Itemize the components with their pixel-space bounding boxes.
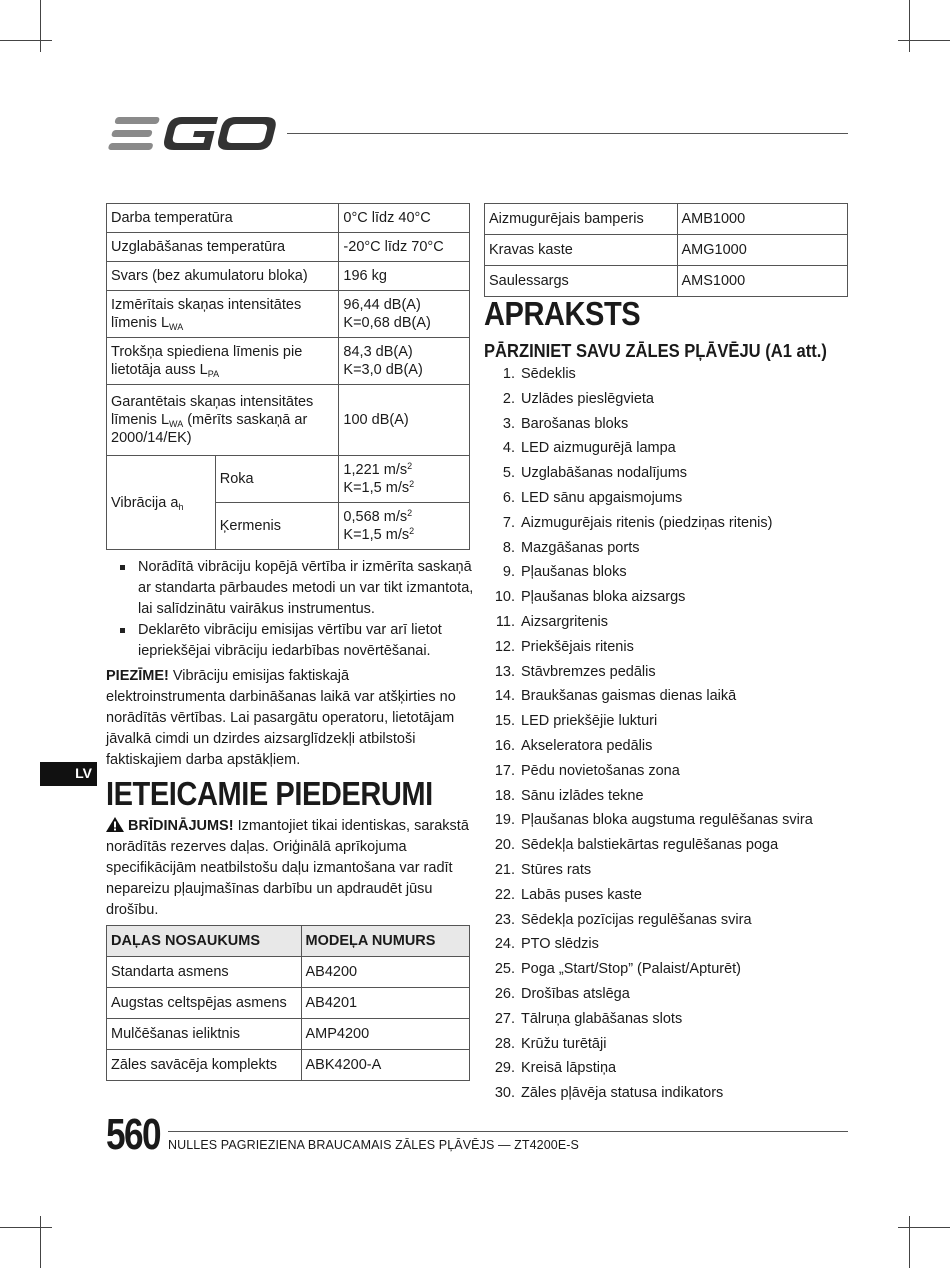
crop-mark: [0, 40, 52, 41]
list-item: [486, 709, 866, 734]
list-item-label: Stāvbremzes pedālis: [521, 663, 656, 680]
table-row: [107, 338, 470, 385]
table-row: [485, 235, 848, 266]
list-item-number: 17.: [494, 762, 515, 779]
list-item-number: 14.: [494, 688, 515, 705]
table-row: [107, 262, 470, 291]
list-item: [486, 734, 866, 759]
list-item-number: 30.: [494, 1085, 515, 1102]
spec-value: 0°C līdz 40°C: [339, 204, 470, 233]
list-item-label: Mazgāšanas ports: [521, 539, 640, 556]
specifications-table: [106, 203, 470, 550]
list-item-number: 5.: [502, 465, 515, 482]
description-subheading: PĀRZINIET SAVU ZĀLES PĻĀVĒJU (A1 att.): [484, 341, 827, 361]
list-item-label: Tālruņa glabāšanas slots: [521, 1010, 683, 1027]
table-row: [107, 456, 470, 503]
list-item: [486, 784, 866, 809]
list-item-number: 23.: [494, 911, 515, 928]
list-item: [486, 635, 866, 660]
list-item: [486, 536, 866, 561]
column-header: MODEĻA NUMURS: [301, 926, 470, 957]
table-row: [107, 957, 470, 988]
list-item-number: 20.: [494, 837, 515, 854]
bullet-icon: [120, 565, 125, 570]
list-item-number: 3.: [502, 415, 515, 432]
list-item-number: 12.: [494, 638, 515, 655]
list-item-number: 25.: [494, 961, 515, 978]
list-item-label: Aizsargritenis: [521, 613, 609, 630]
list-item-label: Barošanas bloks: [521, 415, 629, 432]
spec-label: Izmērītais skaņas intensitātes līmenis $L_{WA}$: [107, 291, 339, 338]
list-item-label: Zāles pļāvēja statusa indikators: [521, 1085, 724, 1102]
list-item-label: Krūžu turētāji: [521, 1035, 607, 1052]
spec-label: Uzglabāšanas temperatūra: [107, 233, 339, 262]
list-item-label: Drošības atslēga: [521, 985, 630, 1002]
warning-paragraph: BRĪDINĀJUMS! Izmantojiet tikai identiskas, sarakstā norādītās rezerves daļas. Oriģinālā aprīkojuma specifikācijām neatbilstošu daļu izmantošana var radīt nepareizu pļaujmašīnas darbību un apdraudēt jūsu drošību.: [106, 818, 469, 918]
list-item: [486, 759, 866, 784]
list-item-label: Pļaušanas bloka augstuma regulēšanas svira: [521, 812, 813, 829]
crop-mark: [0, 1227, 52, 1228]
list-item: [486, 982, 866, 1007]
list-item-number: 7.: [502, 514, 515, 531]
spec-value: 0,568 $m/s^2$ K=1,5 $m/s^2$: [339, 503, 470, 550]
list-item-number: 19.: [494, 812, 515, 829]
spec-label: Garantētais skaņas intensitātes līmenis $L_{WA}$ (mērīts saskaņā ar 2000/14/EK): [107, 385, 339, 456]
table-header-row: [107, 926, 470, 957]
list-item: Norādītā vibrāciju kopējā vērtība ir izmērīta saskaņā ar standarta pārbaudes metodi un var tikt izmantota, lai salīdzinātu vairākus instrumentus.: [118, 557, 478, 620]
spec-value: 96,44 dB(A) K=0,68 dB(A): [339, 291, 470, 338]
list-item-label: Poga „Start/Stop” (Palaist/Apturēt): [521, 961, 742, 978]
accessories-heading: IETEICAMIE PIEDERUMI: [106, 775, 433, 812]
list-item-label: LED priekšējie lukturi: [521, 713, 658, 730]
list-item: [486, 660, 866, 685]
vibration-hand-label: Roka: [215, 456, 339, 503]
list-item: Deklarēto vibrāciju emisijas vērtību var arī lietot iepriekšējai vibrāciju iedarbības novērtēšanai.: [118, 620, 478, 662]
list-item-number: 27.: [494, 1010, 515, 1027]
footer-rule: [168, 1131, 848, 1132]
list-item-label: Braukšanas gaismas dienas laikā: [521, 688, 737, 705]
list-item-label: Sēdekļa balstiekārtas regulēšanas poga: [521, 837, 779, 854]
list-item-label: Sēdeklis: [521, 366, 576, 382]
list-item: [486, 560, 866, 585]
list-item: [486, 1007, 866, 1032]
list-item: [486, 808, 866, 833]
part-model: AB4200: [301, 957, 470, 988]
crop-mark: [909, 0, 910, 52]
list-item-label: Priekšējais ritenis: [521, 638, 634, 655]
list-item: [486, 1032, 866, 1057]
part-model: AMB1000: [677, 204, 848, 235]
list-item-label: Labās puses kaste: [521, 886, 642, 903]
crop-mark: [898, 40, 950, 41]
crop-mark: [909, 1216, 910, 1268]
list-item: [486, 1056, 866, 1081]
list-item-label: Uzglabāšanas nodalījums: [521, 465, 688, 482]
list-item-number: 2.: [502, 390, 515, 407]
part-name: Aizmugurējais bamperis: [485, 204, 678, 235]
table-row: [107, 385, 470, 456]
parts-table: [106, 925, 470, 1081]
table-row: [107, 1019, 470, 1050]
list-item: [486, 908, 866, 933]
language-tab: LV: [40, 762, 97, 786]
list-item-label: Uzlādes pieslēgvieta: [521, 390, 654, 407]
part-name: Saulessargs: [485, 266, 678, 297]
list-item-number: 11.: [495, 613, 515, 630]
list-item: [486, 387, 866, 412]
list-item-label: Stūres rats: [521, 861, 592, 878]
list-item-label: Aizmugurējais ritenis (piedziņas ritenis): [521, 514, 773, 531]
list-item: [486, 461, 866, 486]
list-item: [486, 436, 866, 461]
table-row: [485, 266, 848, 297]
part-model: AMS1000: [677, 266, 848, 297]
page-number: 560: [106, 1110, 160, 1159]
crop-mark: [40, 0, 41, 52]
list-item: [486, 511, 866, 536]
list-item-number: 28.: [494, 1035, 515, 1052]
list-item-number: 16.: [494, 737, 515, 754]
list-item-number: 1.: [502, 366, 515, 382]
vibration-body-label: Ķermenis: [215, 503, 339, 550]
list-item: [486, 412, 866, 437]
table-row: [485, 204, 848, 235]
ego-logo: [107, 113, 277, 155]
parts-table-continued: [484, 203, 848, 297]
list-item: [486, 932, 866, 957]
table-row: [107, 233, 470, 262]
note-paragraph: PIEZĪME! Vibrāciju emisijas faktiskajā elektroinstrumenta darbināšanas laikā var atšķirties no norādītās vērtības. Lai pasargātu operatoru, lietotājam jāvalkā cimdi un dzirdes aizsarglīdzekļi atbilstoši faktiskajiem darba apstākļiem.: [106, 668, 456, 768]
list-item: [486, 585, 866, 610]
list-item-label: Sānu izlādes tekne: [521, 787, 644, 804]
list-item-number: 8.: [502, 539, 515, 556]
part-model: ABK4200-A: [301, 1050, 470, 1081]
list-item: [486, 1081, 866, 1106]
list-item: [486, 684, 866, 709]
table-row: [107, 988, 470, 1019]
part-name: Standarta asmens: [107, 957, 302, 988]
list-item: [486, 610, 866, 635]
list-item: [486, 486, 866, 511]
bullet-icon: [120, 628, 125, 633]
spec-label: Trokšņa spiediena līmenis pie lietotāja auss $L_{PA}$: [107, 338, 339, 385]
header-rule: [287, 133, 848, 134]
list-item-number: 9.: [502, 564, 515, 581]
column-header: DAĻAS NOSAUKUMS: [107, 926, 302, 957]
list-item: [486, 957, 866, 982]
table-row: [107, 204, 470, 233]
part-model: AMG1000: [677, 235, 848, 266]
list-item-label: Pļaušanas bloka aizsargs: [521, 589, 686, 606]
list-item-number: 22.: [494, 886, 515, 903]
list-item-label: LED aizmugurējā lampa: [521, 440, 676, 457]
list-item: [486, 858, 866, 883]
list-item-label: Sēdekļa pozīcijas regulēšanas svira: [521, 911, 752, 928]
part-name: Mulčēšanas ieliktnis: [107, 1019, 302, 1050]
spec-label: Svars (bez akumulatoru bloka): [107, 262, 339, 291]
list-item-label: Kreisā lāpstiņa: [521, 1060, 617, 1077]
list-item-number: 4.: [502, 440, 515, 457]
list-item-number: 21.: [494, 861, 515, 878]
spec-value: -20°C līdz 70°C: [339, 233, 470, 262]
crop-mark: [898, 1227, 950, 1228]
list-item-number: 29.: [494, 1060, 515, 1077]
footer-title: NULLES PAGRIEZIENA BRAUCAMAIS ZĀLES PĻĀVĒJS — ZT4200E-S: [168, 1138, 579, 1152]
part-model: AMP4200: [301, 1019, 470, 1050]
list-item-number: 15.: [494, 713, 515, 730]
crop-mark: [40, 1216, 41, 1268]
vibration-notes-list: [118, 557, 478, 662]
list-item-label: Pēdu novietošanas zona: [521, 762, 680, 779]
list-item-label: Akseleratora pedālis: [521, 737, 653, 754]
list-item-number: 13.: [494, 663, 515, 680]
part-name: Augstas celtspējas asmens: [107, 988, 302, 1019]
list-item: [486, 833, 866, 858]
spec-label: Darba temperatūra: [107, 204, 339, 233]
part-name: Zāles savācēja komplekts: [107, 1050, 302, 1081]
warning-icon: [106, 817, 124, 832]
spec-value: 84,3 dB(A) K=3,0 dB(A): [339, 338, 470, 385]
list-item: [486, 362, 866, 387]
list-item-number: 24.: [494, 936, 515, 953]
list-item-number: 6.: [502, 489, 515, 506]
table-row: [107, 291, 470, 338]
part-name: Kravas kaste: [485, 235, 678, 266]
list-item-number: 10.: [494, 589, 515, 606]
list-item-label: PTO slēdzis: [521, 936, 599, 953]
part-model: AB4201: [301, 988, 470, 1019]
list-item: [486, 883, 866, 908]
vibration-label: Vibrācija $a_h$: [107, 456, 216, 550]
list-item-label: LED sānu apgaismojums: [521, 489, 683, 506]
spec-value: 1,221 $m/s^2$ K=1,5 $m/s^2$: [339, 456, 470, 503]
parts-description-list: [486, 362, 866, 1106]
list-item-label: Pļaušanas bloks: [521, 564, 627, 581]
description-heading: APRAKSTS: [484, 295, 641, 332]
table-row: [107, 1050, 470, 1081]
spec-value: 196 kg: [339, 262, 470, 291]
spec-value: 100 dB(A): [339, 385, 470, 456]
list-item-number: 18.: [494, 787, 515, 804]
list-item-number: 26.: [494, 985, 515, 1002]
